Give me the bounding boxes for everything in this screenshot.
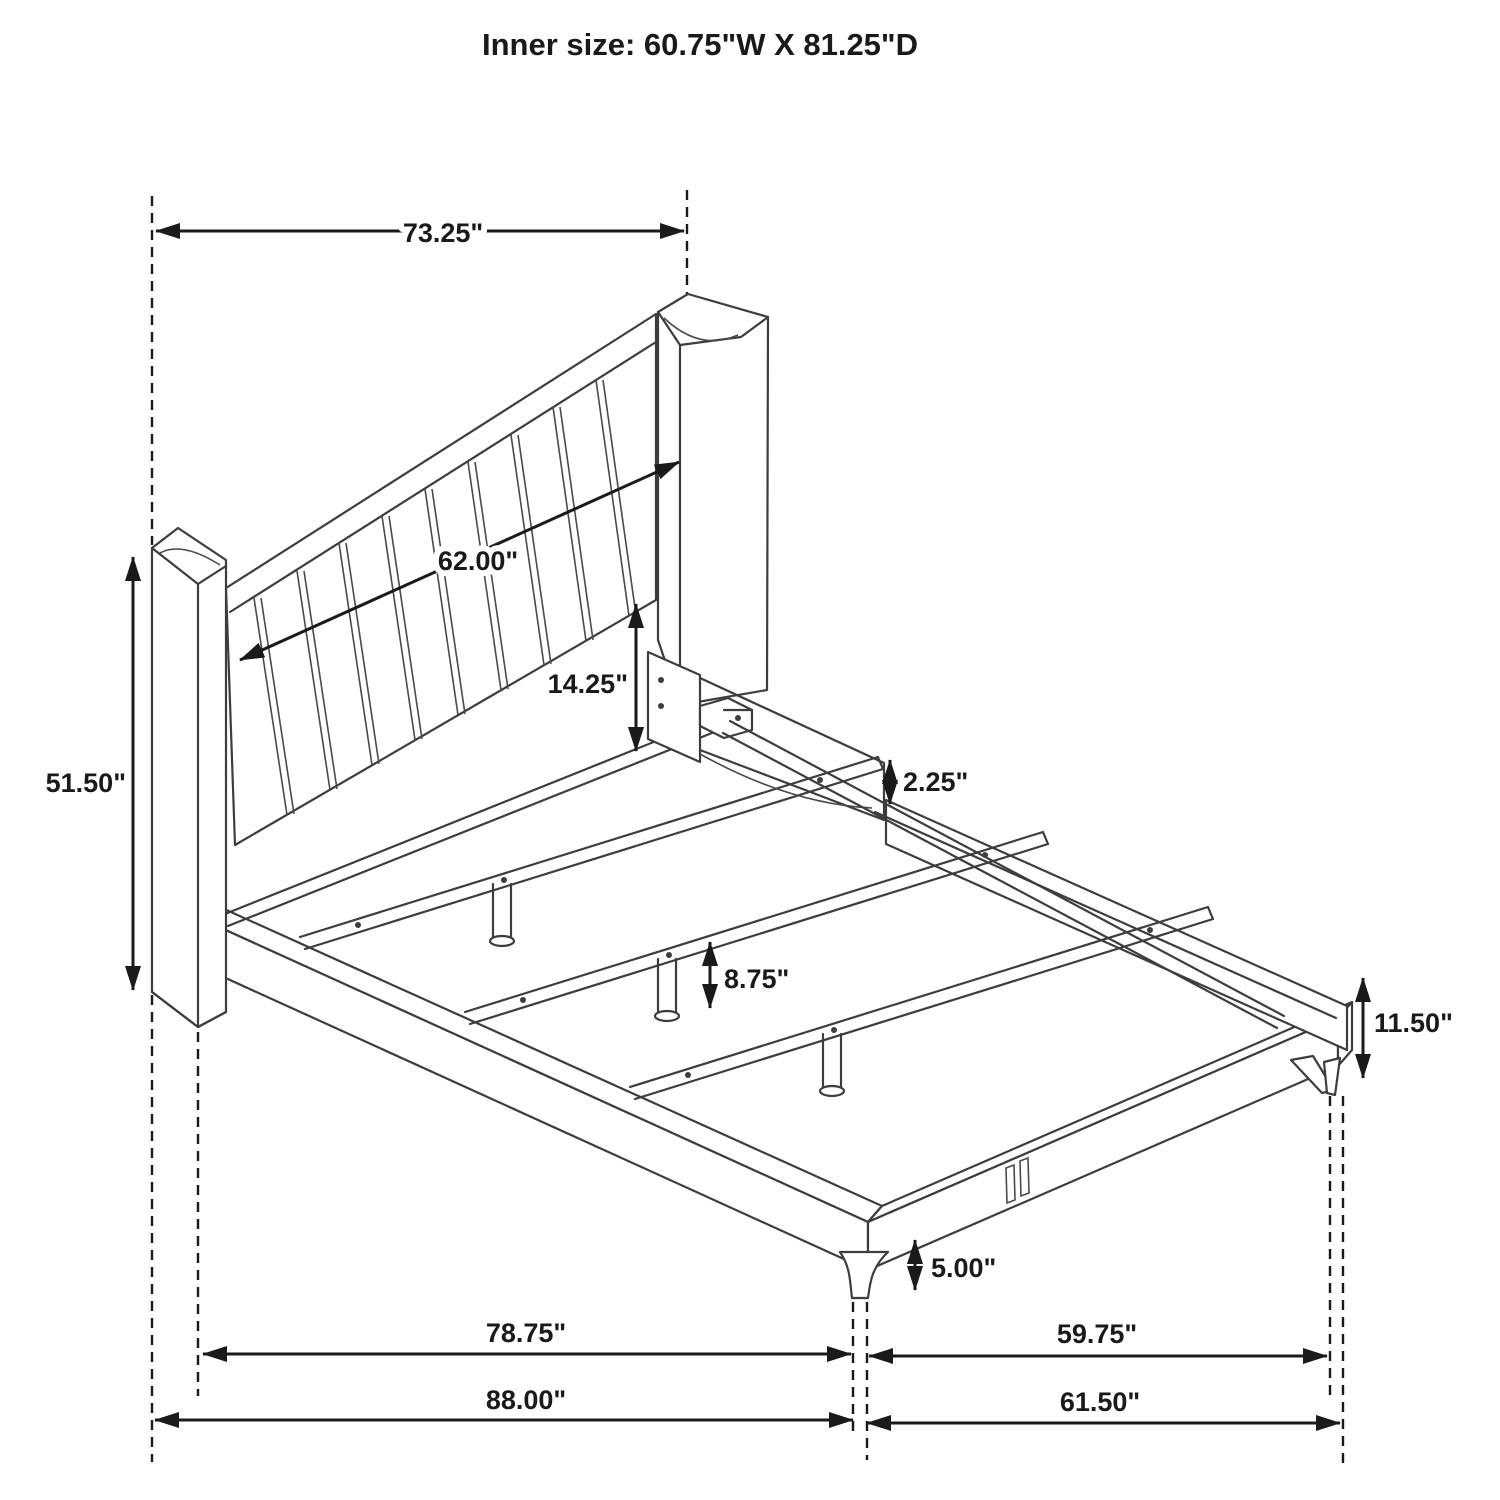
screw-hole: [685, 1072, 691, 1078]
dim-label-headboard-height: 51.50": [45, 768, 126, 798]
dim-label-panel-width: 62.00": [437, 546, 519, 576]
page-title: Inner size: 60.75"W X 81.25"D: [481, 27, 919, 62]
headboard-panel: [226, 314, 656, 845]
center-rail-head-block: [700, 698, 752, 738]
screw-hole: [520, 997, 526, 1003]
screw-hole: [817, 777, 823, 783]
headboard-left-post: [152, 528, 226, 1027]
screw-hole: [501, 877, 507, 883]
foot-rail-face: [868, 1018, 1338, 1270]
dim-label-slat-clearance: 8.75": [724, 964, 790, 994]
screw-hole: [658, 703, 664, 709]
screw-hole: [1147, 927, 1153, 933]
dim-label-outer-width: 61.50": [1059, 1387, 1141, 1417]
center-leg-foot: [490, 936, 514, 946]
frame-rails: [208, 800, 1352, 1270]
foot-rail: [868, 1002, 1352, 1222]
dim-label-slat-rise: 2.25": [903, 767, 969, 797]
center-leg: [658, 959, 676, 1014]
dim-label-frame-height: 11.50": [1374, 1008, 1453, 1038]
dim-label-outer-length: 88.00": [485, 1385, 567, 1415]
headboard-right-post: [658, 294, 768, 705]
center-leg: [823, 1034, 841, 1089]
screw-hole: [831, 1027, 837, 1033]
dim-label-panel-bottom: 14.25": [547, 669, 628, 699]
center-leg: [493, 884, 511, 939]
dim-label-leg-height: 5.00": [931, 1253, 997, 1283]
front-corner-leg: [840, 1252, 888, 1298]
screw-hole: [735, 715, 741, 721]
dim-label-inner-width: 59.75": [1056, 1319, 1138, 1349]
screw-hole: [355, 922, 361, 928]
left-side-rail: [208, 908, 882, 1222]
screw-hole: [666, 952, 672, 958]
dim-label-headboard-width: 73.25": [402, 218, 484, 248]
right-side-rail-inner-edge: [875, 812, 1336, 1018]
right-corner-leg-bracket: [1324, 1058, 1340, 1095]
screw-hole: [658, 677, 664, 683]
dim-label-inner-length: 78.75": [485, 1318, 567, 1348]
center-leg-foot: [655, 1011, 679, 1021]
center-leg-foot: [820, 1086, 844, 1096]
bed-frame-drawing: [152, 294, 1352, 1298]
